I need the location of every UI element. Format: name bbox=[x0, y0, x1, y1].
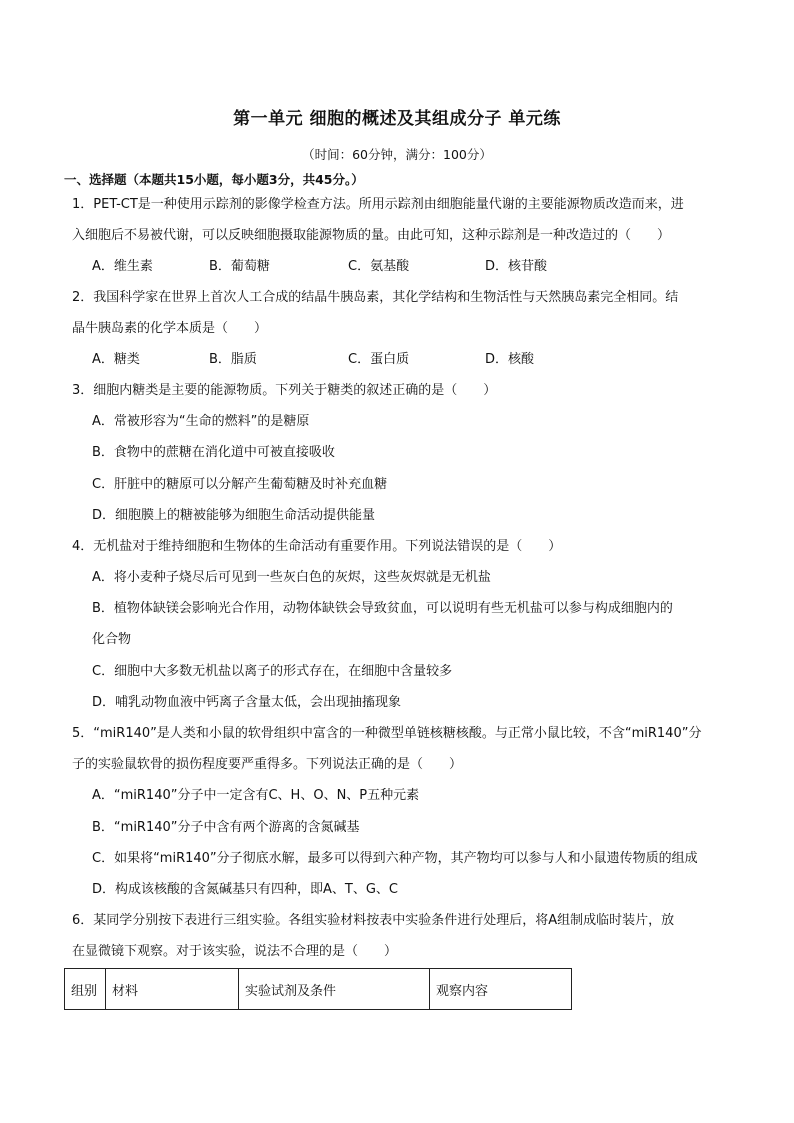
option-a: A．糖类 bbox=[92, 352, 140, 367]
table-header-row bbox=[65, 969, 572, 1010]
question-5-line-2: 子的实验鼠软骨的损伤程度要严重得多。下列说法正确的是（ ） bbox=[72, 757, 463, 772]
question-5-option-a: A．“miR140”分子中一定含有C、H、O、N、P五种元素 bbox=[92, 788, 420, 803]
question-4-option-b-line-1: B．植物体缺镁会影响光合作用，动物体缺铁会导致贫血，可以说明有些无机盐可以参与构成细胞内的 bbox=[92, 601, 673, 616]
header-observation: 观察内容 bbox=[430, 969, 572, 1010]
question-2-options bbox=[92, 351, 732, 369]
option-b: B．葡萄糖 bbox=[209, 259, 270, 274]
header-group: 组别 bbox=[65, 969, 106, 1010]
question-1-options bbox=[92, 258, 732, 276]
exam-info: （时间：60分钟，满分：100分） bbox=[302, 147, 492, 162]
option-c: C．氨基酸 bbox=[348, 259, 410, 274]
question-2-line-1: 2．我国科学家在世界上首次人工合成的结晶牛胰岛素，其化学结构和生物活性与天然胰岛素完全相同。结 bbox=[72, 290, 679, 305]
option-b: B．脂质 bbox=[209, 352, 257, 367]
experiment-table bbox=[64, 968, 572, 1010]
page-title: 第一单元 细胞的概述及其组成分子 单元练 bbox=[233, 109, 561, 129]
option-c: C．蛋白质 bbox=[348, 352, 410, 367]
question-3-option-b: B．食物中的蔗糖在消化道中可被直接吸收 bbox=[92, 445, 335, 460]
question-4-option-d: D．哺乳动物血液中钙离子含量太低，会出现抽搐现象 bbox=[92, 695, 402, 710]
question-1-line-2: 入细胞后不易被代谢，可以反映细胞摄取能源物质的量。由此可知，这种示踪剂是一种改造过的（ ） bbox=[72, 228, 671, 243]
option-d: D．核酸 bbox=[485, 352, 535, 367]
question-5-option-c: C．如果将“miR140”分子彻底水解，最多可以得到六种产物，其产物均可以参与人和小鼠遗传物质的组成 bbox=[92, 851, 698, 866]
question-4-option-a: A．将小麦种子烧尽后可见到一些灰白色的灰烬，这些灰烬就是无机盐 bbox=[92, 570, 491, 585]
question-6-line-2: 在显微镜下观察。对于该实验，说法不合理的是（ ） bbox=[72, 944, 398, 959]
option-a: A．维生素 bbox=[92, 259, 153, 274]
question-5-option-b: B．“miR140”分子中含有两个游离的含氮碱基 bbox=[92, 820, 360, 835]
header-material: 材料 bbox=[106, 969, 239, 1010]
section-heading: 一、选择题（本题共15小题，每小题3分，共45分。） bbox=[64, 172, 364, 187]
question-4-option-c: C．细胞中大多数无机盐以离子的形式存在，在细胞中含量较多 bbox=[92, 664, 453, 679]
question-6-line-1: 6．某同学分别按下表进行三组实验。各组实验材料按表中实验条件进行处理后，将A组制成临时装片，放 bbox=[72, 913, 675, 928]
question-5-line-1: 5．“miR140”是人类和小鼠的软骨组织中富含的一种微型单链核糖核酸。与正常小鼠比较，不含“miR140”分 bbox=[72, 726, 702, 741]
question-3-option-c: C．肝脏中的糖原可以分解产生葡萄糖及时补充血糖 bbox=[92, 477, 388, 492]
question-4-line-1: 4．无机盐对于维持细胞和生物体的生命活动有重要作用。下列说法错误的是（ ） bbox=[72, 539, 562, 554]
question-5-option-d: D．构成该核酸的含氮碱基只有四种，即A、T、G、C bbox=[92, 882, 398, 897]
question-1-line-1: 1．PET-CT是一种使用示踪剂的影像学检查方法。所用示踪剂由细胞能量代谢的主要能源物质改造而来，进 bbox=[72, 197, 684, 212]
question-3-line-1: 3．细胞内糖类是主要的能源物质。下列关于糖类的叙述正确的是（ ） bbox=[72, 383, 497, 398]
question-4-option-b-line-2: 化合物 bbox=[92, 632, 132, 647]
question-3-option-a: A．常被形容为“生命的燃料”的是糖原 bbox=[92, 414, 310, 429]
option-d: D．核苷酸 bbox=[485, 259, 548, 274]
header-reagent-conditions: 实验试剂及条件 bbox=[239, 969, 430, 1010]
question-2-line-2: 晶牛胰岛素的化学本质是（ ） bbox=[72, 321, 268, 336]
question-3-option-d: D．细胞膜上的糖被能够为细胞生命活动提供能量 bbox=[92, 508, 376, 523]
